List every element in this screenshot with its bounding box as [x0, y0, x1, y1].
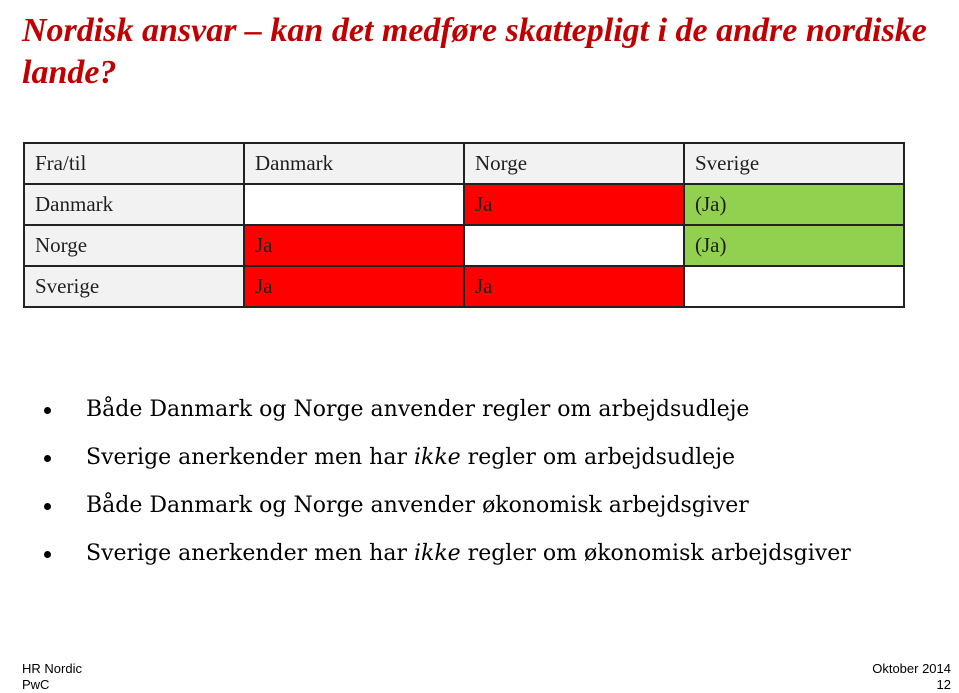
bullet-text-emphasis: ikke — [413, 541, 461, 566]
bullet-text-post: regler om arbejdsudleje — [460, 445, 736, 470]
footer-company: PwC — [22, 677, 50, 692]
cell-norway-norway — [464, 225, 684, 266]
tax-liability-matrix — [23, 142, 905, 308]
cell-denmark-norway: Ja — [464, 184, 684, 225]
table-row — [24, 225, 904, 266]
footer-date: Oktober 2014 — [872, 661, 951, 676]
header-cell-denmark: Danmark — [244, 143, 464, 184]
bullet-text-pre: Sverige anerkender men har — [86, 541, 414, 566]
table-header-row — [24, 143, 904, 184]
bullet-text-pre: Sverige anerkender men har — [86, 445, 414, 470]
bullet-dot-icon — [44, 455, 51, 462]
bullet-text-emphasis: ikke — [413, 445, 461, 470]
header-cell-norway: Norge — [464, 143, 684, 184]
row-label-denmark: Danmark — [24, 184, 244, 225]
bullet-text: Både Danmark og Norge anvender økonomisk arbejdsgiver — [86, 493, 749, 518]
list-item — [40, 434, 851, 482]
bullet-text-post: regler om økonomisk arbejdsgiver — [460, 541, 851, 566]
row-label-norway: Norge — [24, 225, 244, 266]
row-label-sweden: Sverige — [24, 266, 244, 307]
bullet-dot-icon — [44, 551, 51, 558]
cell-denmark-sweden: (Ja) — [684, 184, 904, 225]
list-item — [40, 530, 851, 578]
cell-norway-denmark: Ja — [244, 225, 464, 266]
slide-title: Nordisk ansvar – kan det medføre skattepligt i de andre nordiske lande? — [22, 12, 927, 91]
cell-sweden-sweden — [684, 266, 904, 307]
table-row — [24, 266, 904, 307]
bullet-dot-icon — [44, 407, 51, 414]
footer-department: HR Nordic — [22, 661, 82, 676]
cell-denmark-denmark — [244, 184, 464, 225]
header-cell-from-to: Fra/til — [24, 143, 244, 184]
list-item — [40, 386, 851, 434]
bullet-text: Både Danmark og Norge anvender regler om arbejdsudleje — [86, 397, 750, 422]
cell-sweden-denmark: Ja — [244, 266, 464, 307]
cell-sweden-norway: Ja — [464, 266, 684, 307]
footer-page-number: 12 — [936, 677, 951, 692]
bullet-dot-icon — [44, 503, 51, 510]
header-cell-sweden: Sverige — [684, 143, 904, 184]
bullet-list — [40, 386, 851, 578]
table-row — [24, 184, 904, 225]
cell-norway-sweden: (Ja) — [684, 225, 904, 266]
list-item — [40, 482, 851, 530]
